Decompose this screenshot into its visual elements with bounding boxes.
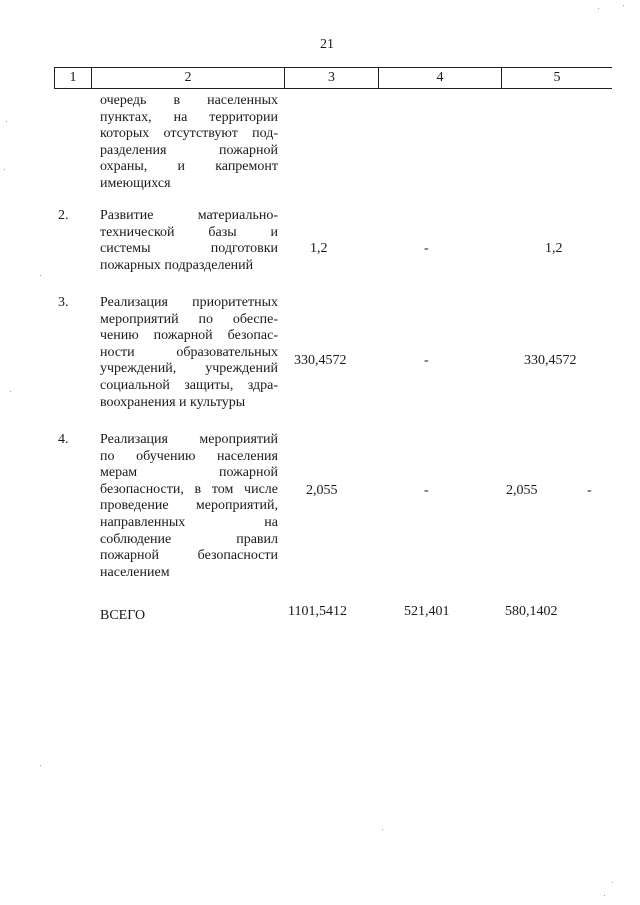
page-number: 21: [320, 37, 334, 52]
table-header-row: [54, 67, 612, 89]
row-4-col-5: 2,055: [506, 483, 538, 498]
scan-speck: [10, 391, 11, 392]
row-2-col-3: 1,2: [310, 241, 328, 256]
row-3-number: 3.: [58, 295, 69, 310]
desc-line: мероприятий по обеспе-: [100, 311, 278, 327]
desc-line: которых отсутствуют под-: [100, 126, 278, 142]
desc-line: очередь в населенных: [100, 93, 278, 108]
scan-speck: [6, 121, 7, 122]
row-3-col-4: -: [424, 353, 429, 368]
header-col-1: 1: [55, 68, 92, 88]
header-col-2: 2: [92, 68, 285, 88]
row-3-description: [100, 295, 278, 411]
row-2-description: [100, 208, 278, 274]
desc-line: Развитие материально-: [100, 208, 278, 223]
scan-speck: [604, 895, 605, 896]
desc-line: направленных на: [100, 514, 278, 530]
desc-line: мерам пожарной: [100, 465, 278, 481]
desc-line: чению пожарной безопас-: [100, 328, 278, 344]
total-col-3: 1101,5412: [288, 604, 347, 619]
desc-line: социальной защиты, здра-: [100, 377, 278, 393]
desc-line: Реализация приоритетных: [100, 295, 278, 310]
desc-line: проведение мероприятий,: [100, 498, 278, 514]
desc-line: безопасности, в том числе: [100, 481, 278, 497]
desc-line: по обучению населения: [100, 448, 278, 464]
desc-line: охраны, и капремонт: [100, 159, 278, 175]
row-2-number: 2.: [58, 208, 69, 223]
row-3-col-3: 330,4572: [294, 353, 347, 368]
row-4-col-4: -: [424, 483, 429, 498]
scan-speck: [612, 882, 613, 883]
header-col-5: 5: [553, 70, 561, 85]
row-3-col-5: 330,4572: [524, 353, 577, 368]
row-4-description: [100, 432, 278, 581]
scan-speck: [40, 275, 41, 276]
desc-line: соблюдение правил: [100, 531, 278, 547]
scan-speck: [4, 169, 5, 170]
desc-line: пожарных подразделений: [100, 257, 254, 273]
desc-line: ности образовательных: [100, 344, 278, 360]
desc-line: системы подготовки: [100, 241, 278, 257]
scan-speck: [40, 765, 41, 766]
total-col-5: 580,1402: [505, 604, 558, 619]
desc-line: разделения пожарной: [100, 142, 278, 158]
row-4-col-6: -: [587, 483, 592, 498]
scan-speck: [382, 829, 383, 830]
desc-line: населением: [100, 564, 170, 580]
desc-line: технической базы и: [100, 224, 278, 240]
row-2-col-5: 1,2: [545, 241, 563, 256]
row-1-description: [100, 93, 278, 193]
header-col-4: 4: [379, 68, 502, 88]
desc-line: Реализация мероприятий: [100, 432, 278, 447]
desc-line: учреждений, учреждений: [100, 361, 278, 377]
scan-speck: [623, 5, 624, 6]
row-4-number: 4.: [58, 432, 69, 447]
header-col-3: 3: [285, 68, 379, 88]
desc-line: пунктах, на территории: [100, 109, 278, 125]
desc-line: воохранения и культуры: [100, 394, 246, 410]
scan-speck: [598, 8, 599, 9]
total-col-4: 521,401: [404, 604, 450, 619]
row-4-col-3: 2,055: [306, 483, 338, 498]
desc-line: пожарной безопасности: [100, 548, 278, 564]
row-2-col-4: -: [424, 241, 429, 256]
desc-line: имеющихся: [100, 175, 171, 191]
total-label: ВСЕГО: [100, 608, 146, 623]
